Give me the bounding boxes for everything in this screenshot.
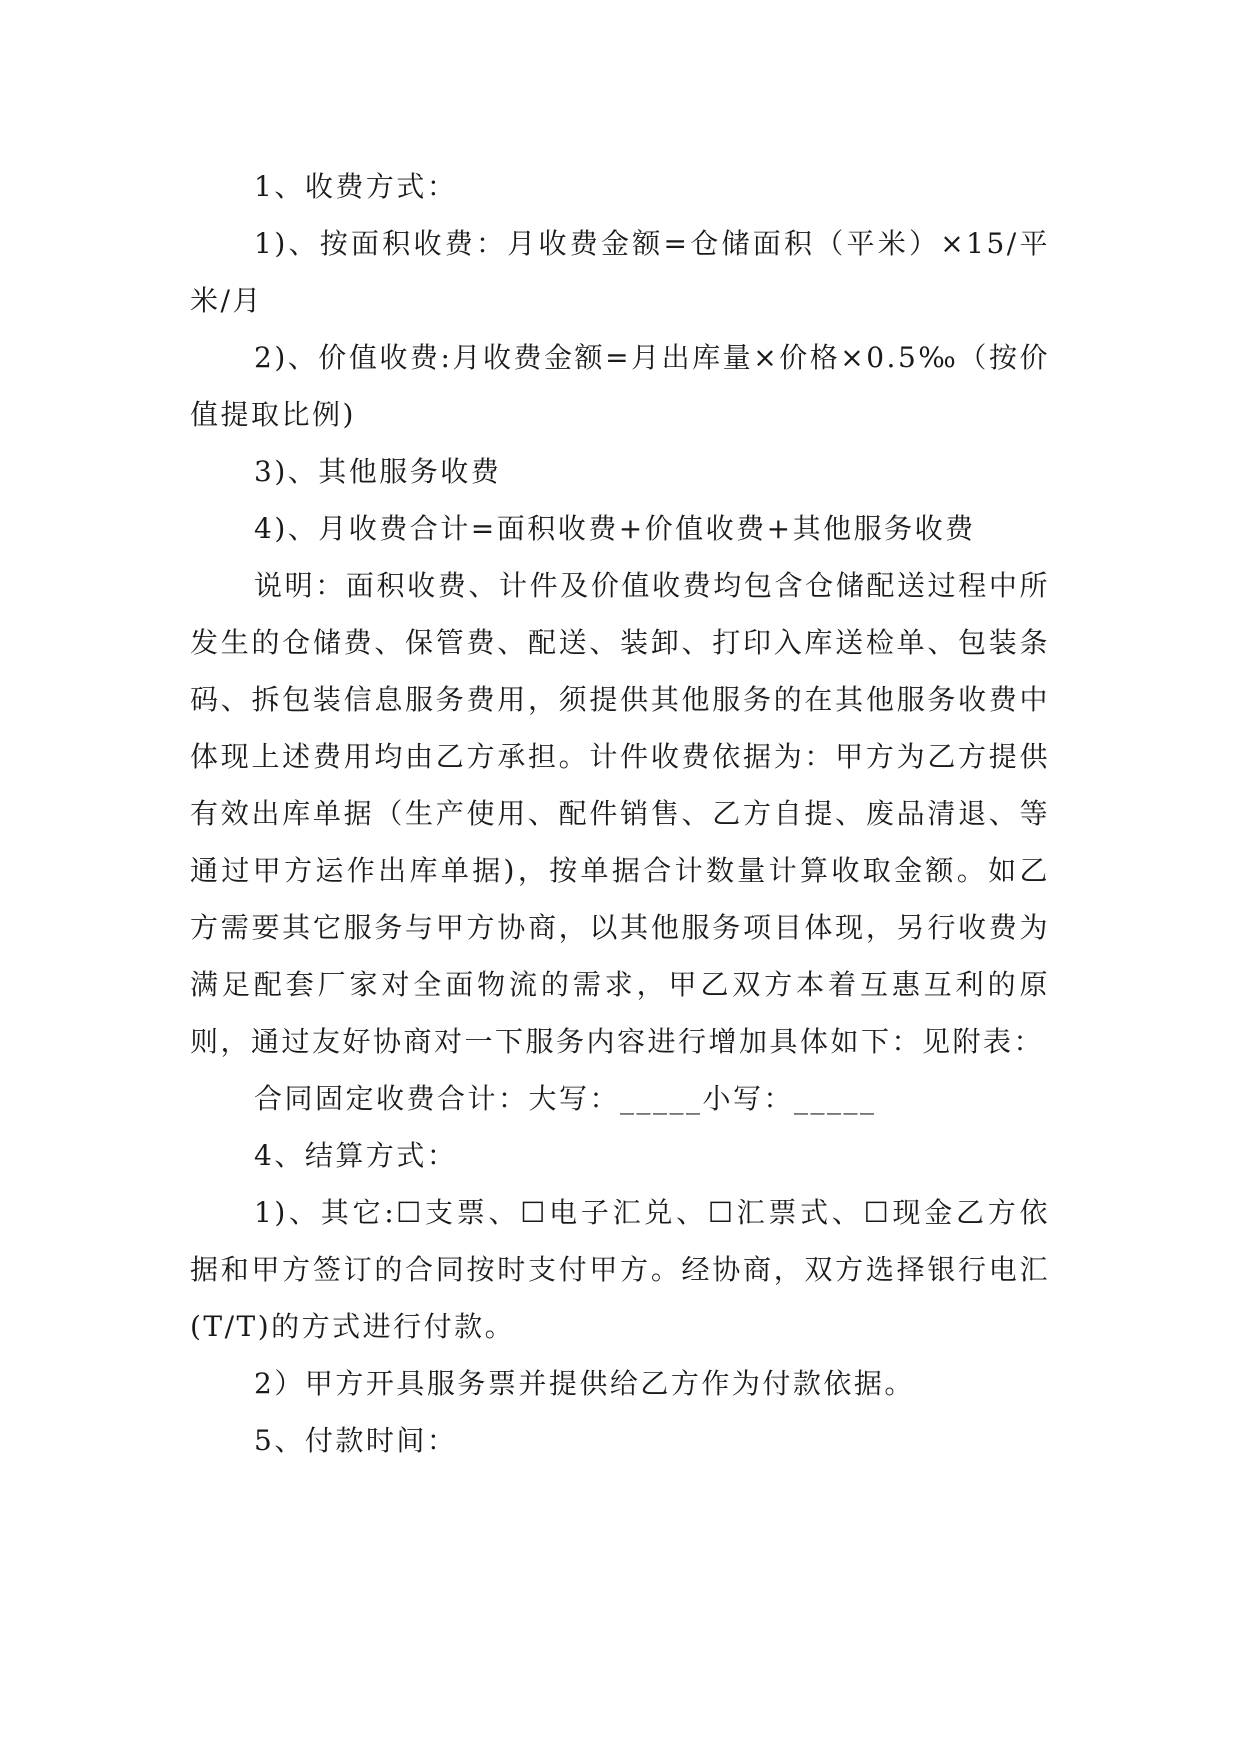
heading-payment-time: 5、付款时间： (254, 1424, 458, 1457)
fixed-fee-total: 合同固定收费合计：大写：_____小写：_____ (254, 1082, 877, 1115)
heading-fee-method: 1、收费方式： (254, 170, 458, 203)
item-invoice: 2）甲方开具服务票并提供给乙方作为付款依据。 (254, 1367, 915, 1400)
item-value-fee: 2)、价值收费:月收费金额=月出库量×价格×0.5‰（按价值提取比例) (190, 341, 1050, 431)
item-monthly-total: 4)、月收费合计=面积收费+价值收费+其他服务收费 (254, 512, 976, 545)
heading-settlement-method: 4、结算方式： (254, 1139, 458, 1172)
document-body (190, 158, 1050, 1469)
item-area-fee: 1)、按面积收费：月收费金额=仓储面积（平米）×15/平米/月 (190, 227, 1050, 317)
explanation-paragraph: 说明：面积收费、计件及价值收费均包含仓储配送过程中所发生的仓储费、保管费、配送、装卸、打印入库送检单、包装条码、拆包装信息服务费用，须提供其他服务的在其他服务收费中体现上述费用均由乙方承担。计件收费依据为：甲方为乙方提供有效出库单据（生产使用、配件销售、乙方自提、废品清退、等通过甲方运作出库单据)，按单据合计数量计算收取金额。如乙方需要其它服务与甲方协商，以其他服务项目体现，另行收费为满足配套厂家对全面物流的需求，甲乙双方本着互惠互利的原则，通过友好协商对一下服务内容进行增加具体如下：见附表： (190, 569, 1050, 1058)
item-payment-options: 1)、其它:☐支票、☐电子汇兑、☐汇票式、☐现金乙方依据和甲方签订的合同按时支付甲方。经协商，双方选择银行电汇(T/T)的方式进行付款。 (190, 1196, 1050, 1343)
item-other-fee: 3)、其他服务收费 (254, 455, 502, 488)
